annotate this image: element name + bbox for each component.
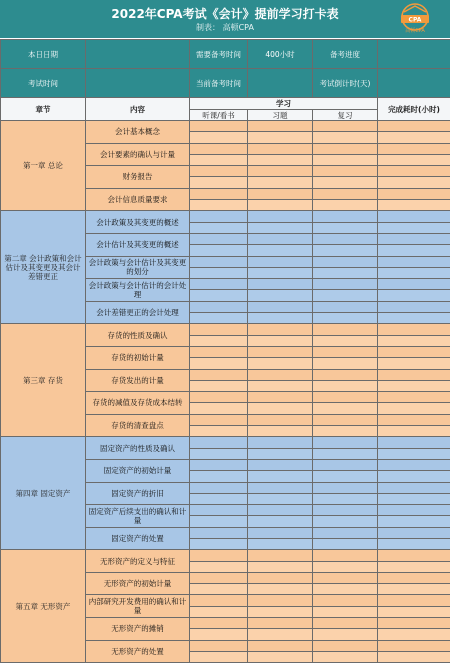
- done-time-cell[interactable]: [378, 471, 450, 482]
- lecture-cell[interactable]: [190, 426, 248, 437]
- column-header-row-1: [1, 98, 450, 110]
- exercise-cell[interactable]: [248, 166, 313, 177]
- content-item: 会计差错更正的会计处理: [86, 301, 190, 324]
- lecture-cell[interactable]: [190, 290, 248, 301]
- exercise-cell[interactable]: [248, 143, 313, 154]
- exercise-cell[interactable]: [248, 403, 313, 414]
- exercise-cell[interactable]: [248, 595, 313, 606]
- review-cell[interactable]: [313, 561, 378, 572]
- exercise-cell[interactable]: [248, 121, 313, 132]
- review-cell[interactable]: [313, 414, 378, 425]
- review-cell[interactable]: [313, 493, 378, 504]
- done-time-cell[interactable]: [378, 256, 450, 267]
- study-table: [0, 39, 450, 663]
- review-cell[interactable]: [313, 426, 378, 437]
- exercise-cell[interactable]: [248, 335, 313, 346]
- table-row: [1, 437, 450, 448]
- progress-label: 备考进度: [313, 40, 378, 69]
- chapter-name: 第一章 总论: [1, 121, 86, 211]
- review-cell[interactable]: [313, 629, 378, 640]
- review-cell[interactable]: [313, 188, 378, 199]
- lecture-cell[interactable]: [190, 527, 248, 538]
- review-cell[interactable]: [313, 606, 378, 617]
- done-time-cell[interactable]: [378, 448, 450, 459]
- review-cell[interactable]: [313, 346, 378, 357]
- lecture-cell[interactable]: [190, 279, 248, 290]
- content-item: 无形资产的定义与特征: [86, 550, 190, 573]
- exercise-cell[interactable]: [248, 516, 313, 527]
- content-item: 会计信息质量要求: [86, 188, 190, 211]
- exercise-cell[interactable]: [248, 245, 313, 256]
- review-cell[interactable]: [313, 527, 378, 538]
- done-time-cell[interactable]: [378, 584, 450, 595]
- review-cell[interactable]: [313, 640, 378, 651]
- lecture-cell[interactable]: [190, 572, 248, 583]
- review-cell[interactable]: [313, 177, 378, 188]
- exercise-cell[interactable]: [248, 618, 313, 629]
- countdown-field[interactable]: [378, 69, 450, 98]
- exercise-cell[interactable]: [248, 640, 313, 651]
- content-item: 会计基本概念: [86, 121, 190, 144]
- exercise-cell[interactable]: [248, 550, 313, 561]
- lecture-cell[interactable]: [190, 121, 248, 132]
- exercise-cell[interactable]: [248, 527, 313, 538]
- lecture-cell[interactable]: [190, 267, 248, 278]
- exercise-cell[interactable]: [248, 629, 313, 640]
- exercise-cell[interactable]: [248, 505, 313, 516]
- exercise-cell[interactable]: [248, 211, 313, 222]
- lecture-cell[interactable]: [190, 380, 248, 391]
- done-time-cell[interactable]: [378, 188, 450, 199]
- chapter-column-header: 章节: [1, 98, 86, 121]
- content-item: 无形资产的初始计量: [86, 572, 190, 595]
- content-item: 会计政策及其变更的概述: [86, 211, 190, 234]
- done-time-cell[interactable]: [378, 143, 450, 154]
- exercise-cell[interactable]: [248, 132, 313, 143]
- done-time-cell[interactable]: [378, 618, 450, 629]
- review-cell[interactable]: [313, 200, 378, 211]
- lecture-cell[interactable]: [190, 335, 248, 346]
- review-cell[interactable]: [313, 279, 378, 290]
- lecture-cell[interactable]: [190, 166, 248, 177]
- done-time-cell[interactable]: [378, 380, 450, 391]
- content-item: 财务报告: [86, 166, 190, 189]
- done-time-cell[interactable]: [378, 290, 450, 301]
- content-item: 存货发出的计量: [86, 369, 190, 392]
- table-row: [1, 550, 450, 561]
- table-row: [1, 211, 450, 222]
- review-cell[interactable]: [313, 651, 378, 662]
- lecture-cell[interactable]: [190, 233, 248, 244]
- lecture-cell[interactable]: [190, 200, 248, 211]
- exercise-cell[interactable]: [248, 538, 313, 549]
- review-cell[interactable]: [313, 380, 378, 391]
- lecture-cell[interactable]: [190, 516, 248, 527]
- info-row-2: [1, 69, 450, 98]
- review-cell[interactable]: [313, 245, 378, 256]
- done-time-cell[interactable]: [378, 651, 450, 662]
- content-item: 固定资产后续支出的确认和计量: [86, 505, 190, 528]
- lecture-cell[interactable]: [190, 651, 248, 662]
- done-time-cell[interactable]: [378, 414, 450, 425]
- done-time-cell[interactable]: [378, 392, 450, 403]
- done-time-cell[interactable]: [378, 121, 450, 132]
- content-item: 会计政策与会计估计的会计处理: [86, 279, 190, 302]
- content-item: 固定资产的性质及确认: [86, 437, 190, 460]
- review-cell[interactable]: [313, 143, 378, 154]
- done-time-cell[interactable]: [378, 606, 450, 617]
- done-time-cell[interactable]: [378, 572, 450, 583]
- current-time-label: 当前备考时间: [190, 69, 248, 98]
- review-cell[interactable]: [313, 132, 378, 143]
- review-cell[interactable]: [313, 505, 378, 516]
- lecture-cell[interactable]: [190, 505, 248, 516]
- lecture-cell[interactable]: [190, 618, 248, 629]
- exercise-cell[interactable]: [248, 482, 313, 493]
- done-time-cell[interactable]: [378, 640, 450, 651]
- done-time-cell[interactable]: [378, 403, 450, 414]
- content-item: 内部研究开发费用的确认和计量: [86, 595, 190, 618]
- exercise-cell[interactable]: [248, 392, 313, 403]
- lecture-cell[interactable]: [190, 629, 248, 640]
- content-item: 会计政策与会计估计及其变更的划分: [86, 256, 190, 279]
- lecture-cell[interactable]: [190, 459, 248, 470]
- done-time-column-header: 完成耗时(小时): [378, 98, 450, 121]
- done-time-cell[interactable]: [378, 527, 450, 538]
- lecture-cell[interactable]: [190, 595, 248, 606]
- done-time-cell[interactable]: [378, 324, 450, 335]
- exercise-cell[interactable]: [248, 222, 313, 233]
- lecture-cell[interactable]: [190, 211, 248, 222]
- lecture-cell[interactable]: [190, 550, 248, 561]
- lecture-cell[interactable]: [190, 188, 248, 199]
- done-time-cell[interactable]: [378, 482, 450, 493]
- done-time-cell[interactable]: [378, 437, 450, 448]
- lecture-cell[interactable]: [190, 482, 248, 493]
- lecture-cell[interactable]: [190, 358, 248, 369]
- lecture-cell[interactable]: [190, 448, 248, 459]
- lecture-cell[interactable]: [190, 346, 248, 357]
- content-item: 无形资产的处置: [86, 640, 190, 663]
- review-cell[interactable]: [313, 211, 378, 222]
- exercise-cell[interactable]: [248, 324, 313, 335]
- done-time-cell[interactable]: [378, 629, 450, 640]
- review-cell[interactable]: [313, 572, 378, 583]
- review-cell[interactable]: [313, 358, 378, 369]
- content-item: 存货的减值及存货成本结转: [86, 392, 190, 415]
- chapter-name: 第五章 无形资产: [1, 550, 86, 663]
- done-time-cell[interactable]: [378, 211, 450, 222]
- done-time-cell[interactable]: [378, 200, 450, 211]
- table-row: [1, 324, 450, 335]
- review-cell[interactable]: [313, 437, 378, 448]
- exercise-cell[interactable]: [248, 290, 313, 301]
- review-cell[interactable]: [313, 369, 378, 380]
- content-item: 固定资产的初始计量: [86, 459, 190, 482]
- review-cell[interactable]: [313, 301, 378, 312]
- sheet-subtitle: 制表： 高顿CPA: [196, 23, 254, 32]
- content-item: 存货的性质及确认: [86, 324, 190, 347]
- lecture-cell[interactable]: [190, 606, 248, 617]
- review-cell[interactable]: [313, 166, 378, 177]
- done-time-cell[interactable]: [378, 335, 450, 346]
- review-cell[interactable]: [313, 618, 378, 629]
- exercise-cell[interactable]: [248, 256, 313, 267]
- review-cell[interactable]: [313, 256, 378, 267]
- review-cell[interactable]: [313, 516, 378, 527]
- study-column-header: 学习: [190, 98, 378, 110]
- review-cell[interactable]: [313, 459, 378, 470]
- lecture-cell[interactable]: [190, 313, 248, 324]
- lecture-cell[interactable]: [190, 256, 248, 267]
- lecture-cell[interactable]: [190, 640, 248, 651]
- content-item: 存货的清查盘点: [86, 414, 190, 437]
- done-time-cell[interactable]: [378, 233, 450, 244]
- lecture-cell[interactable]: [190, 437, 248, 448]
- review-cell[interactable]: [313, 290, 378, 301]
- review-cell[interactable]: [313, 550, 378, 561]
- done-time-cell[interactable]: [378, 177, 450, 188]
- table-row: [1, 121, 450, 132]
- exercise-cell[interactable]: [248, 561, 313, 572]
- exercise-cell[interactable]: [248, 369, 313, 380]
- review-cell[interactable]: [313, 538, 378, 549]
- done-time-cell[interactable]: [378, 538, 450, 549]
- lecture-cell[interactable]: [190, 392, 248, 403]
- chapter-name: 第四章 固定资产: [1, 437, 86, 550]
- countdown-label: 考试倒计时(天): [313, 69, 378, 98]
- exercise-column-header: 习题: [248, 110, 313, 121]
- done-time-cell[interactable]: [378, 369, 450, 380]
- required-time-label: 需要备考时间: [190, 40, 248, 69]
- content-item: 无形资产的摊销: [86, 618, 190, 641]
- exercise-cell[interactable]: [248, 154, 313, 165]
- content-item: 固定资产的折旧: [86, 482, 190, 505]
- content-item: 会计要素的确认与计量: [86, 143, 190, 166]
- exercise-cell[interactable]: [248, 346, 313, 357]
- done-time-cell[interactable]: [378, 313, 450, 324]
- lecture-cell[interactable]: [190, 561, 248, 572]
- exercise-cell[interactable]: [248, 267, 313, 278]
- review-cell[interactable]: [313, 403, 378, 414]
- done-time-cell[interactable]: [378, 459, 450, 470]
- review-cell[interactable]: [313, 335, 378, 346]
- done-time-cell[interactable]: [378, 516, 450, 527]
- content-item: 固定资产的处置: [86, 527, 190, 550]
- exercise-cell[interactable]: [248, 448, 313, 459]
- done-time-cell[interactable]: [378, 222, 450, 233]
- exercise-cell[interactable]: [248, 426, 313, 437]
- svg-text:高顿CPA: 高顿CPA: [405, 28, 425, 34]
- content-item: 存货的初始计量: [86, 346, 190, 369]
- done-time-cell[interactable]: [378, 505, 450, 516]
- exercise-cell[interactable]: [248, 493, 313, 504]
- exercise-cell[interactable]: [248, 177, 313, 188]
- lecture-cell[interactable]: [190, 177, 248, 188]
- review-cell[interactable]: [313, 154, 378, 165]
- svg-text:CPA: CPA: [408, 16, 422, 24]
- review-cell[interactable]: [313, 267, 378, 278]
- done-time-cell[interactable]: [378, 301, 450, 312]
- done-time-cell[interactable]: [378, 154, 450, 165]
- exercise-cell[interactable]: [248, 380, 313, 391]
- review-cell[interactable]: [313, 482, 378, 493]
- exercise-cell[interactable]: [248, 606, 313, 617]
- exercise-cell[interactable]: [248, 414, 313, 425]
- review-cell[interactable]: [313, 324, 378, 335]
- exercise-cell[interactable]: [248, 200, 313, 211]
- exercise-cell[interactable]: [248, 584, 313, 595]
- lecture-cell[interactable]: [190, 222, 248, 233]
- today-date-label: 本日日期: [1, 40, 86, 69]
- info-row-1: [1, 40, 450, 69]
- exam-time-field[interactable]: [86, 69, 190, 98]
- done-time-cell[interactable]: [378, 267, 450, 278]
- review-cell[interactable]: [313, 448, 378, 459]
- lecture-cell[interactable]: [190, 414, 248, 425]
- done-time-cell[interactable]: [378, 166, 450, 177]
- done-time-cell[interactable]: [378, 132, 450, 143]
- sheet-title: 2022年CPA考试《会计》提前学习打卡表: [111, 7, 339, 21]
- exercise-cell[interactable]: [248, 233, 313, 244]
- done-time-cell[interactable]: [378, 346, 450, 357]
- review-cell[interactable]: [313, 313, 378, 324]
- review-cell[interactable]: [313, 584, 378, 595]
- done-time-cell[interactable]: [378, 550, 450, 561]
- review-cell[interactable]: [313, 222, 378, 233]
- exercise-cell[interactable]: [248, 437, 313, 448]
- exercise-cell[interactable]: [248, 471, 313, 482]
- exam-time-label: 考试时间: [1, 69, 86, 98]
- lecture-cell[interactable]: [190, 538, 248, 549]
- chapter-name: 第二章 会计政策和会计估计及其变更及其会计差错更正: [1, 211, 86, 324]
- exercise-cell[interactable]: [248, 358, 313, 369]
- exercise-cell[interactable]: [248, 459, 313, 470]
- lecture-cell[interactable]: [190, 154, 248, 165]
- review-cell[interactable]: [313, 392, 378, 403]
- lecture-cell[interactable]: [190, 369, 248, 380]
- exercise-cell[interactable]: [248, 279, 313, 290]
- content-item: 会计估计及其变更的概述: [86, 233, 190, 256]
- exercise-cell[interactable]: [248, 188, 313, 199]
- lecture-cell[interactable]: [190, 245, 248, 256]
- title-bar: [0, 0, 450, 38]
- lecture-cell[interactable]: [190, 143, 248, 154]
- lecture-cell[interactable]: [190, 403, 248, 414]
- gaodun-logo-icon: [394, 2, 436, 35]
- exercise-cell[interactable]: [248, 572, 313, 583]
- chapter-name: 第三章 存货: [1, 324, 86, 437]
- review-cell[interactable]: [313, 471, 378, 482]
- exercise-cell[interactable]: [248, 313, 313, 324]
- required-time-value[interactable]: 400小时: [248, 40, 313, 69]
- current-time-field[interactable]: [248, 69, 313, 98]
- done-time-cell[interactable]: [378, 493, 450, 504]
- content-column-header: 内容: [86, 98, 190, 121]
- exercise-cell[interactable]: [248, 301, 313, 312]
- review-cell[interactable]: [313, 233, 378, 244]
- lecture-cell[interactable]: [190, 471, 248, 482]
- review-cell[interactable]: [313, 595, 378, 606]
- lecture-cell[interactable]: [190, 324, 248, 335]
- done-time-cell[interactable]: [378, 279, 450, 290]
- progress-field[interactable]: [378, 40, 450, 69]
- done-time-cell[interactable]: [378, 358, 450, 369]
- done-time-cell[interactable]: [378, 561, 450, 572]
- done-time-cell[interactable]: [378, 595, 450, 606]
- exercise-cell[interactable]: [248, 651, 313, 662]
- lecture-column-header: 听课/看书: [190, 110, 248, 121]
- today-date-field[interactable]: [86, 40, 190, 69]
- lecture-cell[interactable]: [190, 584, 248, 595]
- review-cell[interactable]: [313, 121, 378, 132]
- lecture-cell[interactable]: [190, 132, 248, 143]
- lecture-cell[interactable]: [190, 493, 248, 504]
- done-time-cell[interactable]: [378, 245, 450, 256]
- lecture-cell[interactable]: [190, 301, 248, 312]
- review-column-header: 复习: [313, 110, 378, 121]
- done-time-cell[interactable]: [378, 426, 450, 437]
